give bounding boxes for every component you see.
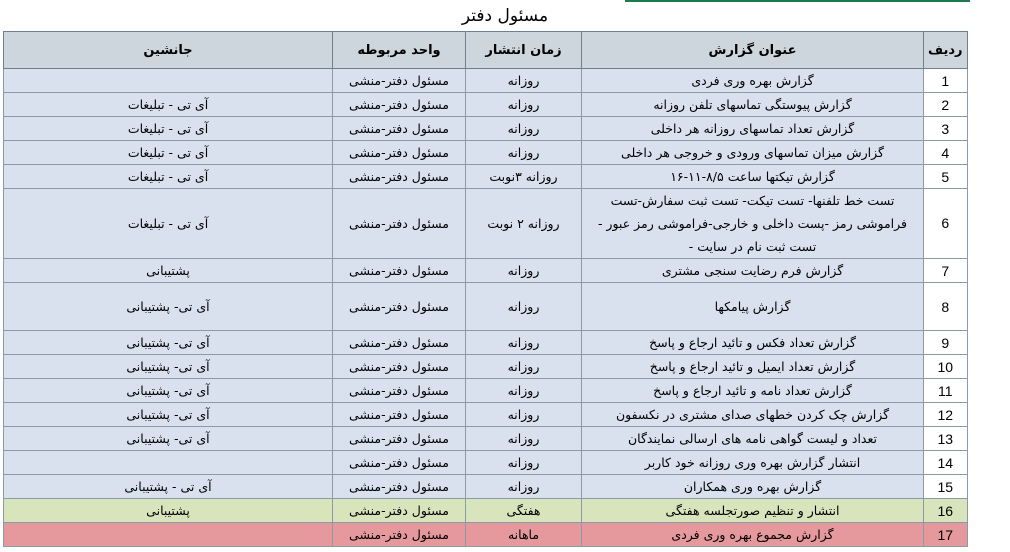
cell-row-number[interactable]: 4 [924,141,968,165]
cell-report-title[interactable]: گزارش تعداد تماسهای روزانه هر داخلی [582,117,924,141]
report-table [3,31,968,547]
cell-publish-time[interactable]: روزانه [466,379,582,403]
cell-successor[interactable]: آی تی - تبلیغات [4,141,333,165]
cell-row-number[interactable]: 10 [924,355,968,379]
cell-unit[interactable]: مسئول دفتر-منشی [333,355,466,379]
cell-row-number[interactable]: 5 [924,165,968,189]
cell-successor[interactable]: پشتیبانی [4,499,333,523]
cell-unit[interactable]: مسئول دفتر-منشی [333,331,466,355]
sheet-title: مسئول دفتر [461,6,549,26]
cell-publish-time[interactable]: روزانه ۳نوبت [466,165,582,189]
cell-row-number[interactable]: 7 [924,259,968,283]
table-row [4,165,968,189]
table-row [4,69,968,93]
cell-report-title[interactable]: انتشار گزارش بهره وری روزانه خود کاربر [582,451,924,475]
cell-row-number[interactable]: 12 [924,403,968,427]
cell-successor[interactable]: آی تی - تبلیغات [4,117,333,141]
cell-unit[interactable]: مسئول دفتر-منشی [333,189,466,259]
cell-publish-time[interactable]: روزانه [466,117,582,141]
cell-publish-time[interactable]: روزانه [466,475,582,499]
cell-report-title[interactable]: تست خط تلفنها- تست تیکت- تست ثبت سفارش-تست فراموشی رمز -پست داخلی و خارجی-فراموشی رمز عبور - تست ثبت نام در سایت - [582,189,924,259]
cell-row-number[interactable]: 8 [924,283,968,331]
header-row [4,32,968,69]
cell-report-title[interactable]: گزارش پیامکها [582,283,924,331]
cell-report-title[interactable]: انتشار و تنظیم صورتجلسه هفتگی [582,499,924,523]
cell-publish-time[interactable]: روزانه ۲ نوبت [466,189,582,259]
cell-publish-time[interactable]: روزانه [466,141,582,165]
cell-unit[interactable]: مسئول دفتر-منشی [333,379,466,403]
cell-report-title[interactable]: گزارش میزان تماسهای ورودی و خروجی هر داخلی [582,141,924,165]
cell-successor[interactable]: آی تی- پشتیبانی [4,331,333,355]
cell-successor[interactable] [4,523,333,547]
cell-successor[interactable]: آی تی- پشتیبانی [4,355,333,379]
cell-unit[interactable]: مسئول دفتر-منشی [333,427,466,451]
cell-report-title[interactable]: گزارش پیوستگی تماسهای تلفن روزانه [582,93,924,117]
cell-row-number[interactable]: 17 [924,523,968,547]
table-row [4,403,968,427]
cell-successor[interactable]: آی تی - تبلیغات [4,93,333,117]
table-row [4,117,968,141]
cell-report-title[interactable]: تعداد و لیست گواهی نامه های ارسالی نمایندگان [582,427,924,451]
cell-successor[interactable]: آی تی - تبلیغات [4,165,333,189]
cell-unit[interactable]: مسئول دفتر-منشی [333,93,466,117]
table-row [4,141,968,165]
cell-row-number[interactable]: 11 [924,379,968,403]
cell-unit[interactable]: مسئول دفتر-منشی [333,403,466,427]
cell-successor[interactable]: آی تی- پشتیبانی [4,427,333,451]
cell-successor[interactable] [4,69,333,93]
cell-report-title[interactable]: گزارش فرم رضایت سنجی مشتری [582,259,924,283]
cell-report-title[interactable]: گزارش مجموع بهره وری فردی [582,523,924,547]
cell-unit[interactable]: مسئول دفتر-منشی [333,69,466,93]
cell-publish-time[interactable]: روزانه [466,451,582,475]
cell-publish-time[interactable]: روزانه [466,427,582,451]
cell-publish-time[interactable]: روزانه [466,355,582,379]
cell-successor[interactable]: آی تی- پشتیبانی [4,379,333,403]
table-row [4,259,968,283]
cell-successor[interactable]: آی تی - تبلیغات [4,189,333,259]
table-row [4,475,968,499]
table-row [4,189,968,259]
cell-report-title[interactable]: گزارش تعداد ایمیل و تائید ارجاع و پاسخ [582,355,924,379]
table-row [4,355,968,379]
cell-unit[interactable]: مسئول دفتر-منشی [333,475,466,499]
cell-unit[interactable]: مسئول دفتر-منشی [333,141,466,165]
cell-successor[interactable]: پشتیبانی [4,259,333,283]
cell-successor[interactable] [4,451,333,475]
cell-publish-time[interactable]: روزانه [466,69,582,93]
table-row [4,499,968,523]
table-row [4,93,968,117]
cell-successor[interactable]: آی تی- پشتیبانی [4,283,333,331]
cell-report-title[interactable]: گزارش تعداد نامه و تائید ارجاع و پاسخ [582,379,924,403]
cell-unit[interactable]: مسئول دفتر-منشی [333,451,466,475]
cell-publish-time[interactable]: ماهانه [466,523,582,547]
cell-report-title[interactable]: گزارش تیکتها ساعت ۸/۵-۱۱-۱۶ [582,165,924,189]
cell-report-title[interactable]: گزارش چک کردن خطهای صدای مشتری در نکسفون [582,403,924,427]
header-unit[interactable]: واحد مربوطه [333,32,466,69]
cell-row-number[interactable]: 13 [924,427,968,451]
cell-successor[interactable]: آی تی- پشتیبانی [4,403,333,427]
cell-unit[interactable]: مسئول دفتر-منشی [333,499,466,523]
cell-report-title[interactable]: گزارش بهره وری همکاران [582,475,924,499]
cell-report-title[interactable]: گزارش تعداد فکس و تائید ارجاع و پاسخ [582,331,924,355]
cell-row-number[interactable]: 3 [924,117,968,141]
table-row [4,331,968,355]
header-successor[interactable]: جانشین [4,32,333,69]
header-publish-time[interactable]: زمان انتشار [466,32,582,69]
cell-publish-time[interactable]: روزانه [466,403,582,427]
cell-row-number[interactable]: 15 [924,475,968,499]
table-row [4,523,968,547]
table-row [4,379,968,403]
cell-row-number[interactable]: 14 [924,451,968,475]
table-row [4,451,968,475]
cell-publish-time[interactable]: روزانه [466,259,582,283]
cell-unit[interactable]: مسئول دفتر-منشی [333,259,466,283]
cell-unit[interactable]: مسئول دفتر-منشی [333,117,466,141]
cell-publish-time[interactable]: روزانه [466,93,582,117]
cell-unit[interactable]: مسئول دفتر-منشی [333,283,466,331]
header-row-number[interactable]: ردیف [924,32,968,69]
cell-publish-time[interactable]: روزانه [466,283,582,331]
cell-row-number[interactable]: 6 [924,189,968,259]
header-report-title[interactable]: عنوان گزارش [582,32,924,69]
table-row [4,283,968,331]
cell-row-number[interactable]: 9 [924,331,968,355]
cell-unit[interactable]: مسئول دفتر-منشی [333,523,466,547]
cell-report-title[interactable]: گزارش بهره وری فردی [582,69,924,93]
cell-publish-time[interactable]: روزانه [466,331,582,355]
table-row [4,427,968,451]
cell-row-number[interactable]: 2 [924,93,968,117]
cell-successor[interactable]: آی تی - پشتیبانی [4,475,333,499]
cell-unit[interactable]: مسئول دفتر-منشی [333,165,466,189]
cell-row-number[interactable]: 1 [924,69,968,93]
cell-publish-time[interactable]: هفتگی [466,499,582,523]
cell-row-number[interactable]: 16 [924,499,968,523]
